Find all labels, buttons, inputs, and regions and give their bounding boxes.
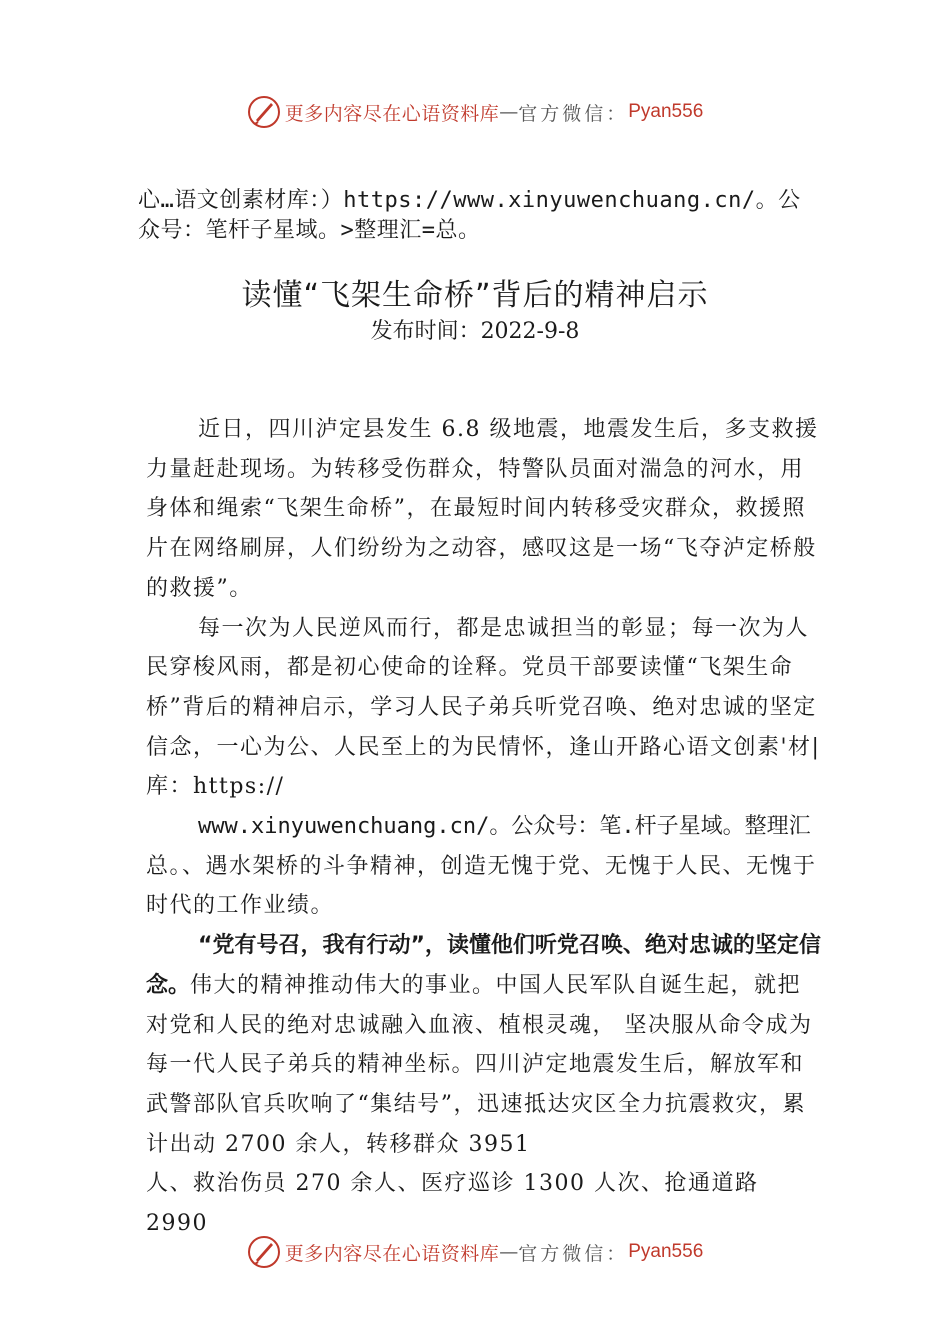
watermark-footer — [0, 1235, 950, 1269]
watermark-wechat-id: Pyan556 — [628, 101, 704, 122]
paragraph — [146, 926, 822, 1164]
publish-date: 发布时间：2022-9-8 — [370, 319, 580, 344]
paragraph-text: 总。、遇水架桥的斗争精神，创造无愧于党、无愧于人民、无愧于时代的工作业绩。 — [146, 853, 817, 919]
watermark-dash: — — [499, 1241, 519, 1263]
watermark-wechat-id: Pyan556 — [628, 1241, 704, 1262]
quill-logo-icon — [247, 95, 281, 129]
quill-logo-icon — [247, 1235, 281, 1269]
watermark-site: 更多内容尽在心语资料库 — [284, 102, 500, 125]
paragraph-heading: “党有号召，我有行动”，读懂他们听党召唤、绝对忠诚的坚定信念。 — [146, 933, 821, 998]
watermark-label: 官方微信： — [518, 102, 629, 125]
watermark-site: 更多内容尽在心语资料库 — [284, 1242, 500, 1265]
paragraph: 近日，四川泸定县发生 6.8 级地震，地震发生后，多支救援力量赶赴现场。为转移受伤群众，特警队员面对湍急的河水，用身体和绳索“飞架生命桥”，在最短时间内转移受灾群众，救援照片在网络刷屏，人们纷纷为之动容，感叹这是一场“飞夺泸定桥般的救援”。 — [146, 417, 819, 601]
header-note — [138, 186, 838, 246]
watermark-dash: — — [499, 101, 519, 123]
url-line: www.xinyuwenchuang.cn/。公众号：笔.杆子星域。整理汇 — [198, 814, 811, 840]
paragraph — [146, 609, 822, 927]
header-note-line: 心…语文创素材库：）https://www.xinyuwenchuang.cn/。公 — [138, 188, 801, 213]
article-title: 读懂“飞架生命桥”背后的精神启示 — [241, 278, 709, 314]
paragraph-continued: 人、救治伤员 270 余人、医疗巡诊 1300 人次、抢通道路 2990 — [146, 1171, 759, 1237]
article-body — [146, 410, 822, 1244]
paragraph-text: 每一次为人民逆风而行，都是忠诚担当的彰显；每一次为人民穿梭风雨，都是初心使命的诠释。党员干部要读懂“飞架生命桥”背后的精神启示，学习人民子弟兵听党召唤、绝对忠诚的坚定信念，一心为公、人民至上的为民情怀，逢山开路心语文创素'材|库：https:// — [146, 615, 821, 800]
watermark-label: 官方微信： — [518, 1242, 629, 1265]
header-note-line: 众号：笔杆子星域。>整理汇=总。 — [138, 218, 481, 243]
paragraph-text: 伟大的精神推动伟大的事业。中国人民军队自诞生起，就把对党和人民的绝对忠诚融入血液、植根灵魂， 坚决服从命令成为每一代人民子弟兵的精神坐标。四川泸定地震发生后，解放军和武警部队官兵吹响了“集结号”，迅速抵达灾区全力抗震救灾，累计出动 2700 余人，转移群众 3951 — [146, 972, 813, 1157]
watermark-header — [0, 95, 950, 129]
